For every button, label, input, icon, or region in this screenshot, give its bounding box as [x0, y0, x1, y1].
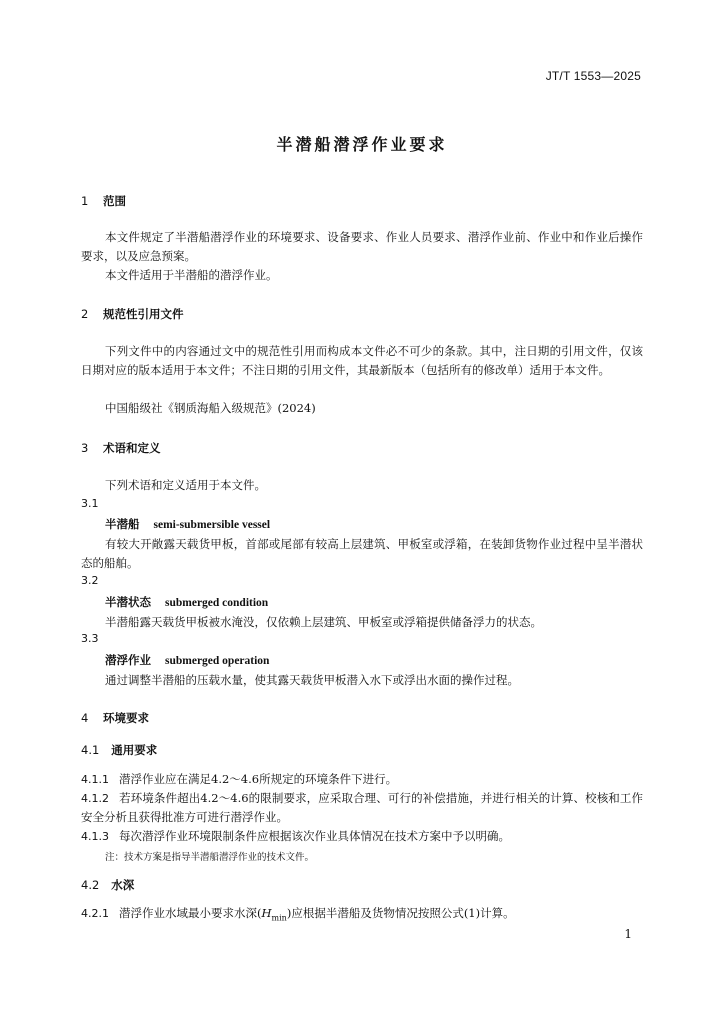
section-1-heading: [81, 193, 126, 209]
term-en: submerged operation: [165, 655, 270, 667]
page-number: 1: [624, 927, 632, 941]
note: 注：技术方案是指导半潜船潜浮作业的技术文件。: [105, 852, 315, 863]
scope-paragraph: 本文件规定了半潜船潜浮作业的环境要求、设备要求、作业人员要求、潜浮作业前、作业中和作业后操作要求，以及应急预案。: [81, 230, 643, 263]
term-definition: 有较大开敞露天载货甲板，首部或尾部有较高上层建筑、甲板室或浮箱，在装卸货物作业过程中呈半潜状态的船舶。: [81, 537, 643, 570]
clause-text-b: )应根据半潜船及货物情况按照公式(1)计算。: [286, 906, 515, 920]
section-title: 术语和定义: [103, 441, 161, 455]
term-number: 3.3: [81, 632, 99, 645]
term-entry: [105, 516, 270, 532]
term-definition: 半潜船露天载货甲板被水淹没，仅依赖上层建筑、甲板室或浮箱提供储备浮力的状态。: [105, 615, 542, 629]
clause-text: 若环境条件超出4.2～4.6的限制要求，应采取合理、可行的补偿措施，并进行相关的计算、校核和工作安全分析且获得批准方可进行潜浮作业。: [81, 791, 643, 824]
term-entry: [105, 652, 269, 668]
reference-item: 中国船级社《钢质海船入级规范》(2024): [105, 401, 316, 415]
section-title: 范围: [103, 194, 126, 208]
section-title: 规范性引用文件: [103, 307, 184, 321]
term-zh: 半潜状态: [105, 595, 151, 609]
term-zh: 半潜船: [105, 517, 140, 531]
clause-4-1-1: [81, 770, 643, 789]
term-number: 3.1: [81, 497, 99, 510]
term-zh: 潜浮作业: [105, 653, 151, 667]
clause-text: 潜浮作业应在满足4.2～4.6所规定的环境条件下进行。: [119, 772, 398, 786]
subsection-title: 水深: [111, 878, 135, 892]
document-title: 半潜船潜浮作业要求: [276, 135, 448, 154]
term-number: 3.2: [81, 574, 99, 587]
section-number: 4: [81, 711, 89, 725]
section-number: 1: [81, 194, 89, 208]
clause-4-1-2: [81, 789, 643, 827]
clause-4-1-3: [81, 827, 643, 846]
clause-number: 4.1.1: [81, 773, 109, 786]
section-3-heading: [81, 440, 161, 456]
term-en: semi-submersible vessel: [153, 519, 271, 531]
term-entry: [105, 594, 268, 610]
normative-references-paragraph: 下列文件中的内容通过文中的规范性引用而构成本文件必不可少的条款。其中，注日期的引用文件，仅该日期对应的版本适用于本文件；不注日期的引用文件，其最新版本（包括所有的修改单）适用于本文件。: [81, 344, 643, 377]
section-4-heading: [81, 710, 149, 726]
standard-number: JT/T 1553—2025: [545, 69, 641, 83]
terms-intro: 下列术语和定义适用于本文件。: [105, 478, 266, 492]
subsection-number: 4.2: [81, 878, 100, 892]
subsection-4-1-heading: [81, 742, 157, 758]
clause-number: 4.1.2: [81, 792, 109, 805]
section-number: 2: [81, 307, 89, 321]
scope-applicability: 本文件适用于半潜船的潜浮作业。: [105, 268, 278, 282]
term-definition: 通过调整半潜船的压载水量，使其露天载货甲板潜入水下或浮出水面的操作过程。: [105, 673, 519, 687]
subsection-title: 通用要求: [111, 743, 158, 757]
subsection-4-2-heading: [81, 877, 134, 893]
section-title: 环境要求: [103, 711, 149, 725]
symbol-subscript: min: [271, 913, 287, 923]
section-2-heading: [81, 306, 184, 322]
term-en: submerged condition: [165, 597, 269, 609]
clause-text-a: 潜浮作业水域最小要求水深(: [119, 906, 262, 920]
clause-text: 每次潜浮作业环境限制条件应根据该次作业具体情况在技术方案中予以明确。: [119, 829, 510, 843]
clause-number: 4.1.3: [81, 830, 109, 843]
section-number: 3: [81, 441, 89, 455]
clause-4-2-1: [81, 904, 643, 927]
subsection-number: 4.1: [81, 743, 100, 757]
clause-number: 4.2.1: [81, 907, 109, 920]
symbol-h: H: [261, 906, 272, 920]
